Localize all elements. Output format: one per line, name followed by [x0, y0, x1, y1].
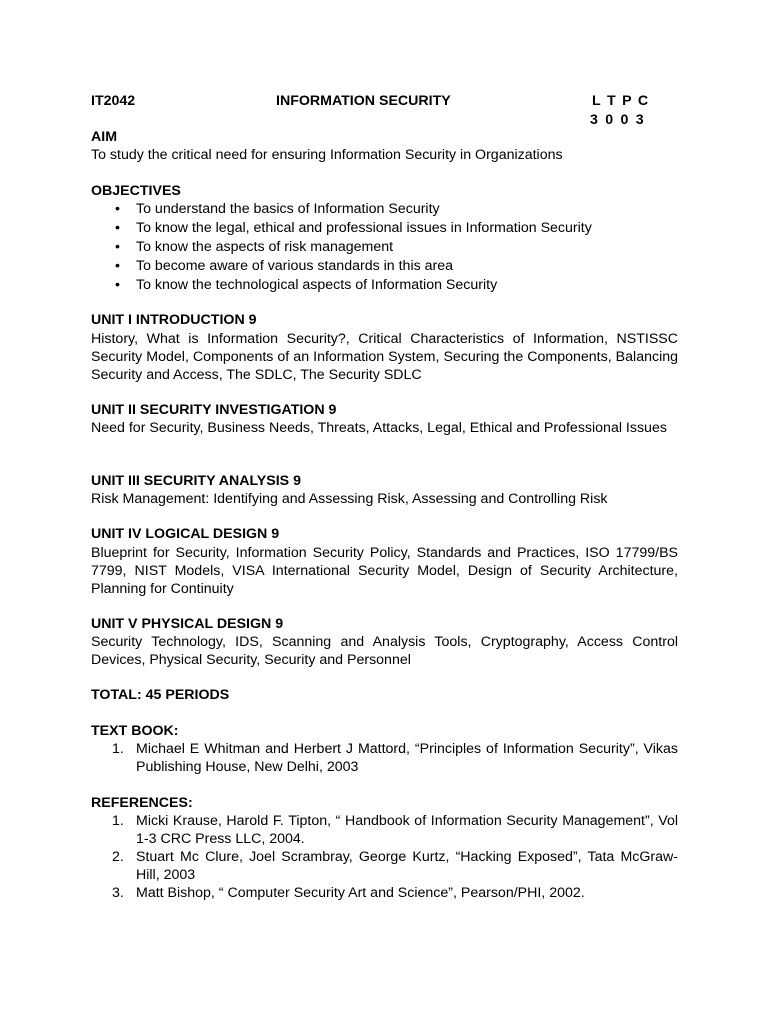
unit-3-text: Risk Management: Identifying and Assessing Risk, Assessing and Controlling Risk — [91, 491, 608, 507]
objectives-list — [91, 200, 678, 295]
list-number: 1. — [112, 813, 124, 829]
unit-5-text: Security Technology, IDS, Scanning and Analysis Tools, Cryptography, Access Control Devices, Physical Security, Security and Personnel — [91, 634, 678, 668]
unit-4-text: Blueprint for Security, Information Security Policy, Standards and Practices, ISO 17799/BS 7799, NIST Models, VISA International Security Model, Design of Security Architecture, Planning for Continuity — [91, 545, 678, 597]
unit-2-heading: UNIT II SECURITY INVESTIGATION 9 — [91, 402, 337, 418]
references-list — [91, 812, 678, 902]
list-item: • To know the legal, ethical and professional issues in Information Security — [91, 219, 678, 238]
list-item — [91, 848, 678, 884]
aim-heading: AIM — [91, 129, 118, 145]
unit-3-heading: UNIT III SECURITY ANALYSIS 9 — [91, 473, 301, 489]
unit-1-heading: UNIT I INTRODUCTION 9 — [91, 312, 257, 328]
list-number: 1. — [112, 741, 124, 757]
ltpc-values: 3 0 0 3 — [590, 112, 646, 128]
list-item: • To understand the basics of Information Security — [91, 200, 678, 219]
list-item: • To know the aspects of risk management — [91, 238, 678, 257]
unit-2-text: Need for Security, Business Needs, Threats, Attacks, Legal, Ethical and Professional Issues — [91, 420, 667, 436]
unit-1-text: History, What is Information Security?, Critical Characteristics of Information, NSTISSC Security Model, Components of an Information System, Securing the Components, Balancing Security and Access, The SDLC, The Security SDLC — [91, 331, 678, 383]
course-title: INFORMATION SECURITY — [276, 93, 451, 109]
list-item — [91, 884, 678, 902]
ltpc-label: L T P C — [592, 93, 650, 109]
objectives-heading: OBJECTIVES — [91, 183, 181, 199]
course-code: IT2042 — [91, 93, 136, 109]
reference-entry: Stuart Mc Clure, Joel Scrambray, George Kurtz, “Hacking Exposed”, Tata McGraw-Hill, 2003 — [136, 849, 678, 883]
list-number: 2. — [112, 849, 124, 865]
list-item — [91, 740, 678, 776]
textbook-entry: Michael E Whitman and Herbert J Mattord, “Principles of Information Security”, Vikas Publishing House, New Delhi, 2003 — [136, 741, 678, 775]
reference-entry: Micki Krause, Harold F. Tipton, “ Handbook of Information Security Management”, Vol 1-3 CRC Press LLC, 2004. — [136, 813, 678, 847]
unit-5-heading: UNIT V PHYSICAL DESIGN 9 — [91, 616, 284, 632]
unit-4-heading: UNIT IV LOGICAL DESIGN 9 — [91, 526, 280, 542]
textbook-heading: TEXT BOOK: — [91, 723, 179, 739]
list-item: • To know the technological aspects of Information Security — [91, 276, 678, 295]
textbook-list — [91, 740, 678, 776]
list-item: • To become aware of various standards in this area — [91, 257, 678, 276]
references-heading: REFERENCES: — [91, 795, 193, 811]
reference-entry: Matt Bishop, “ Computer Security Art and Science”, Pearson/PHI, 2002. — [136, 885, 585, 901]
total-periods: TOTAL: 45 PERIODS — [91, 687, 230, 703]
aim-text: To study the critical need for ensuring Information Security in Organizations — [91, 147, 563, 163]
list-number: 3. — [112, 885, 124, 901]
list-item — [91, 812, 678, 848]
